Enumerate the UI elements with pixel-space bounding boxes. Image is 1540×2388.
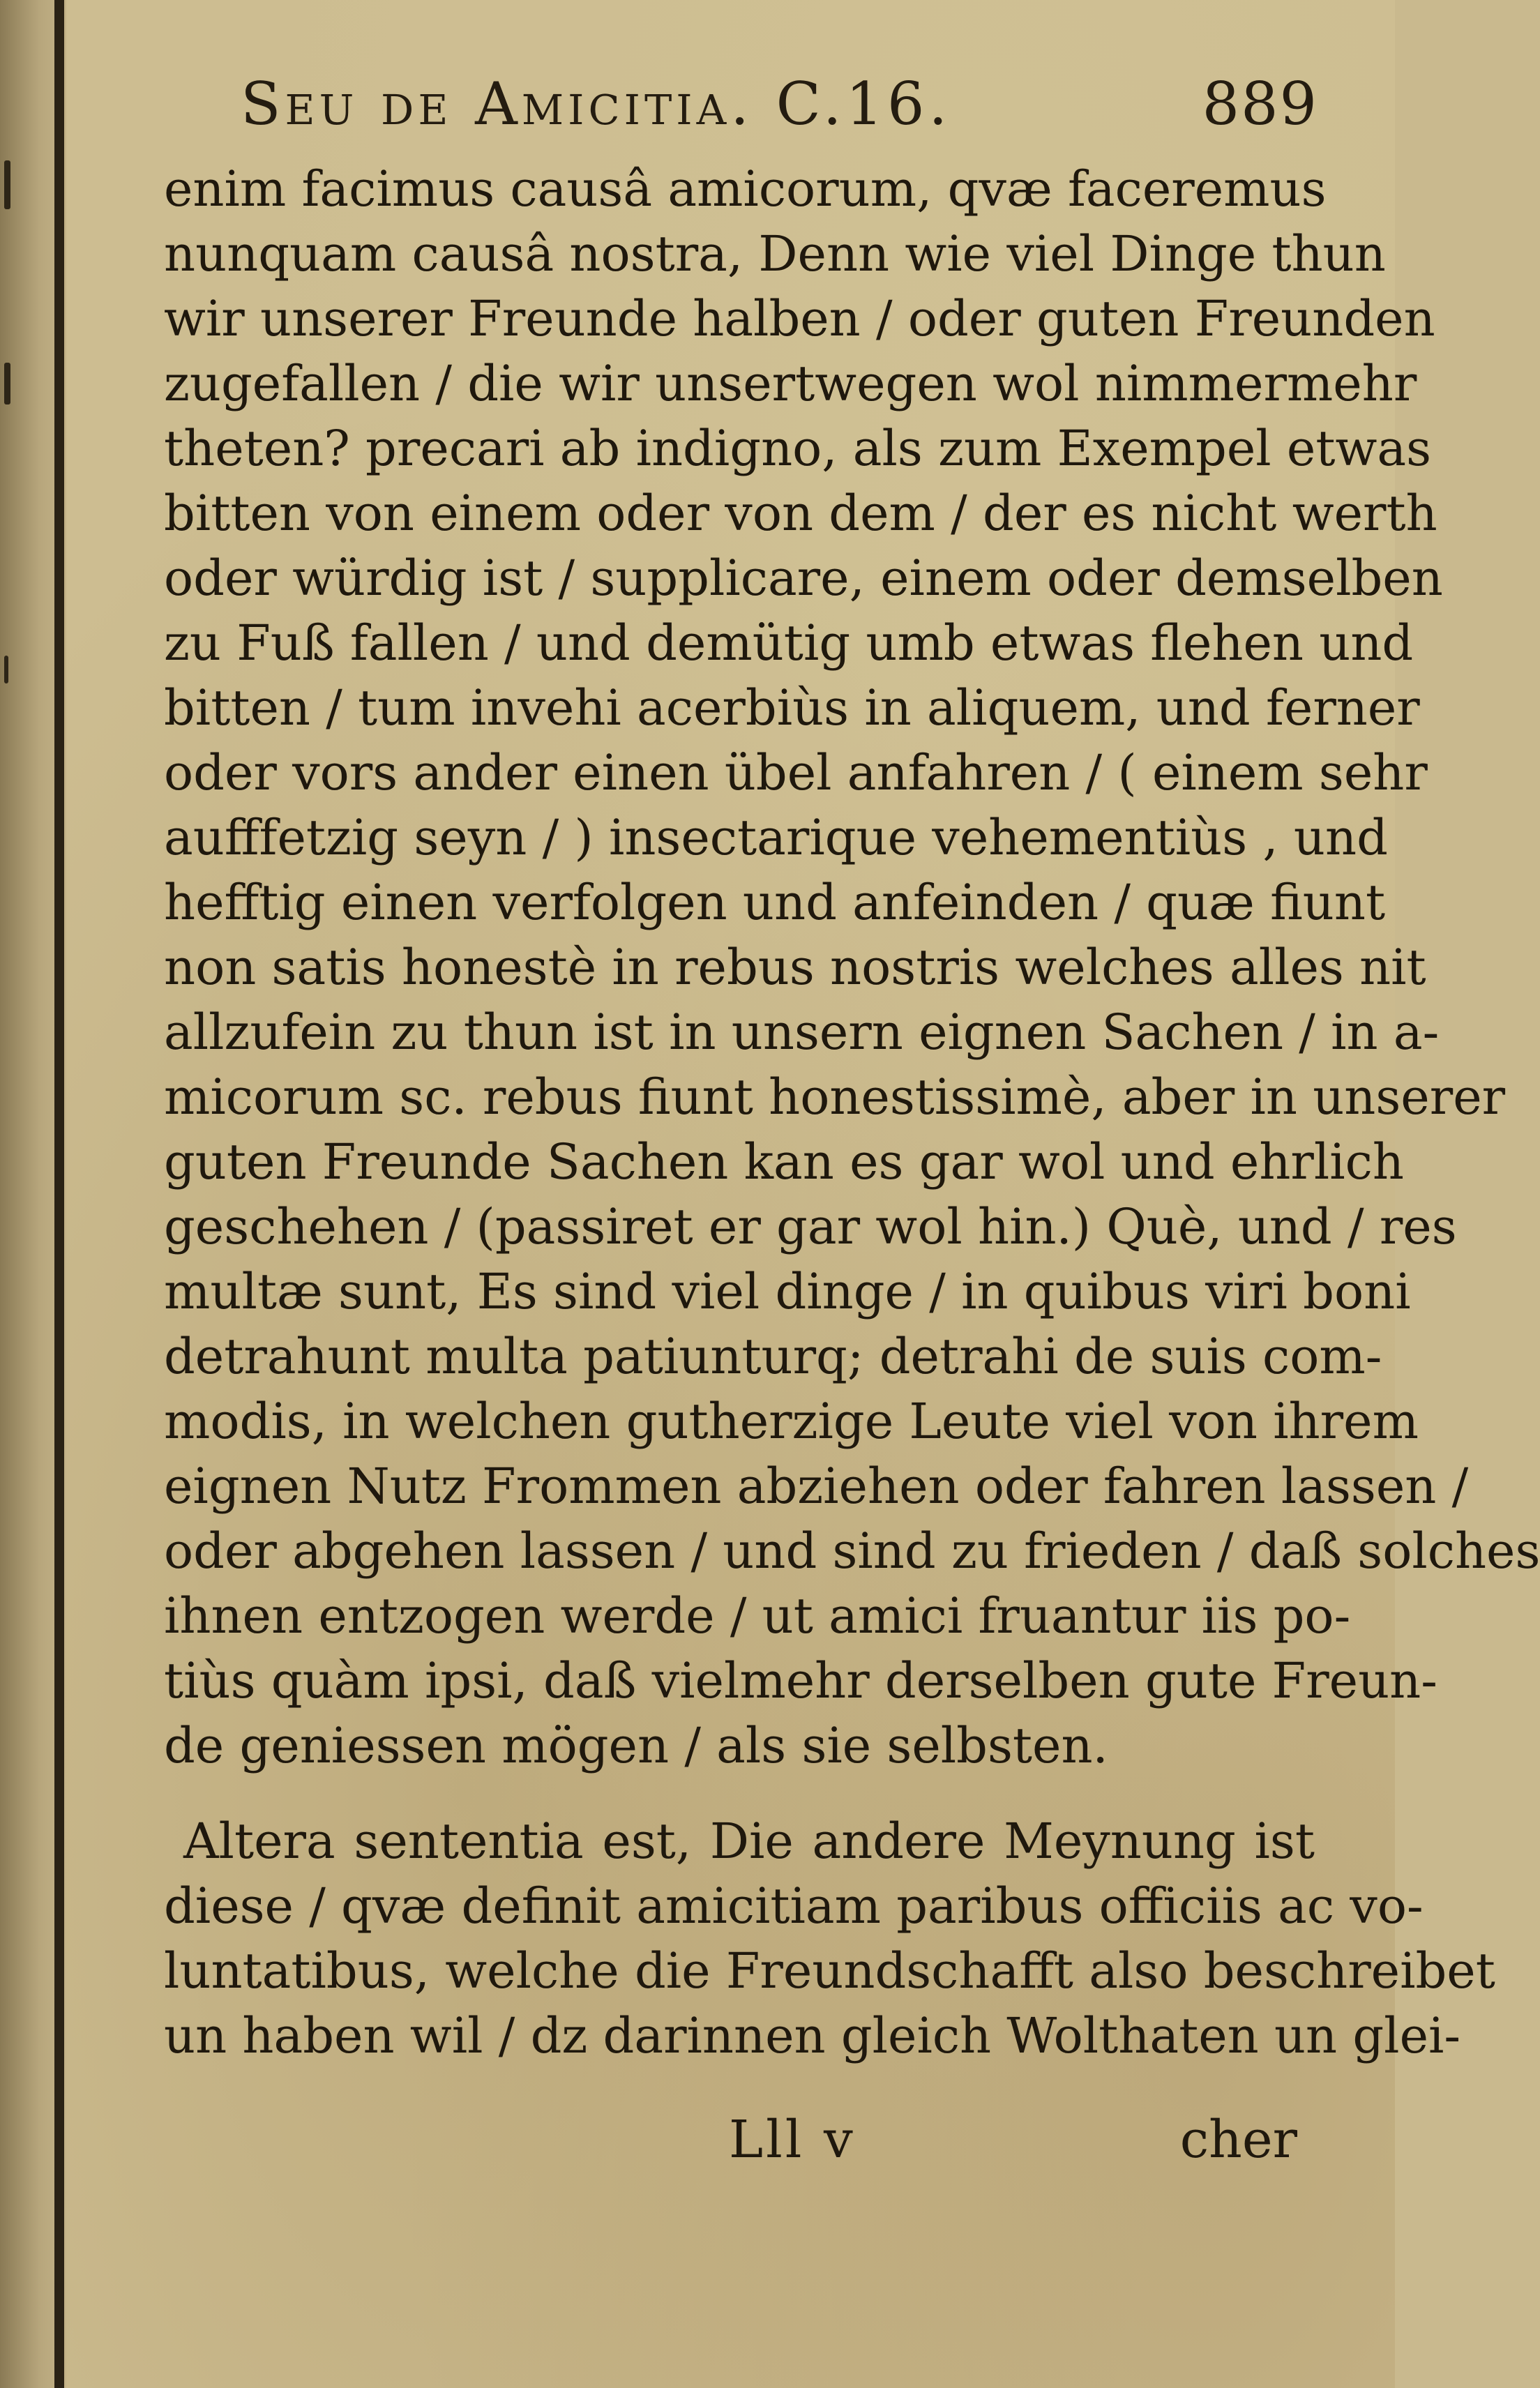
catchword: cher	[1179, 2110, 1297, 2170]
text-line: diese / qvæ definit amicitiam paribus officiis ac vo-	[164, 1877, 1424, 1935]
text-line: zugefallen / die wir unsertwegen wol nimmermehr	[164, 355, 1417, 412]
text-line: eignen Nutz Frommen abziehen oder fahren lassen /	[164, 1458, 1469, 1515]
text-line: de geniessen mögen / als sie selbsten.	[164, 1717, 1108, 1774]
text-line: ihnen entzogen werde / ut amici fruantur iis po-	[164, 1587, 1351, 1645]
page-number: 889	[1202, 70, 1318, 138]
book-page	[66, 0, 1540, 2388]
running-title: Seu de Amicitia. C.16.	[241, 70, 952, 138]
text-line: aufffetzig seyn / ) insectarique vehementiùs , und	[164, 809, 1388, 866]
text-line: oder würdig ist / supplicare, einem oder demselben	[164, 550, 1443, 607]
text-line: nunquam causâ nostra, Denn wie viel Dinge thun	[164, 225, 1386, 282]
binding-gutter-line	[54, 0, 64, 2388]
text-line: bitten / tum invehi acerbiùs in aliquem, und ferner	[164, 679, 1420, 736]
page-footer	[164, 2110, 1315, 2186]
text-line: un haben wil / dz darinnen gleich Wolthaten un glei-	[164, 2007, 1461, 2064]
text-line: tiùs quàm ipsi, daß vielmehr derselben gute Freun-	[164, 1652, 1437, 1709]
signature-mark: Lll v	[729, 2110, 856, 2170]
text-line: modis, in welchen gutherzige Leute viel von ihrem	[164, 1393, 1419, 1450]
text-line: allzufein zu thun ist in unsern eignen Sachen / in a-	[164, 1004, 1440, 1061]
text-line: enim facimus causâ amicorum, qvæ faceremus	[164, 160, 1327, 218]
text-line: micorum sc. rebus fiunt honestissimè, aber in unserer	[164, 1068, 1506, 1126]
text-line: guten Freunde Sachen kan es gar wol und ehrlich	[164, 1133, 1404, 1191]
page-header	[241, 70, 1318, 146]
text-line: wir unserer Freunde halben / oder guten Freunden	[164, 290, 1435, 347]
text-line: hefftig einen verfolgen und anfeinden / quæ fiunt	[164, 874, 1386, 931]
text-line: oder abgehen lassen / und sind zu frieden / daß solches	[164, 1522, 1540, 1580]
text-line: theten? precari ab indigno, als zum Exempel etwas	[164, 420, 1432, 477]
paragraph-break	[164, 1778, 1315, 1809]
margin-ink-mark	[4, 656, 8, 683]
text-line: multæ sunt, Es sind viel dinge / in quibus viri boni	[164, 1263, 1411, 1320]
margin-ink-mark	[4, 160, 10, 209]
text-line: luntatibus, welche die Freundschafft also beschreibet	[164, 1942, 1495, 2000]
text-line: zu Fuß fallen / und demütig umb etwas flehen und	[164, 614, 1414, 672]
text-line: oder vors ander einen übel anfahren / ( einem sehr	[164, 744, 1428, 801]
text-line: bitten von einem oder von dem / der es nicht werth	[164, 485, 1437, 542]
text-line: Altera sententia est, Die andere Meynung ist	[183, 1813, 1315, 1870]
text-line: detrahunt multa patiunturq; detrahi de suis com-	[164, 1328, 1382, 1385]
margin-ink-mark	[4, 363, 10, 405]
text-line: geschehen / (passiret er gar wol hin.) Què, und / res	[164, 1198, 1457, 1255]
text-line: non satis honestè in rebus nostris welches alles nit	[164, 939, 1426, 996]
main-text	[164, 157, 1540, 2069]
